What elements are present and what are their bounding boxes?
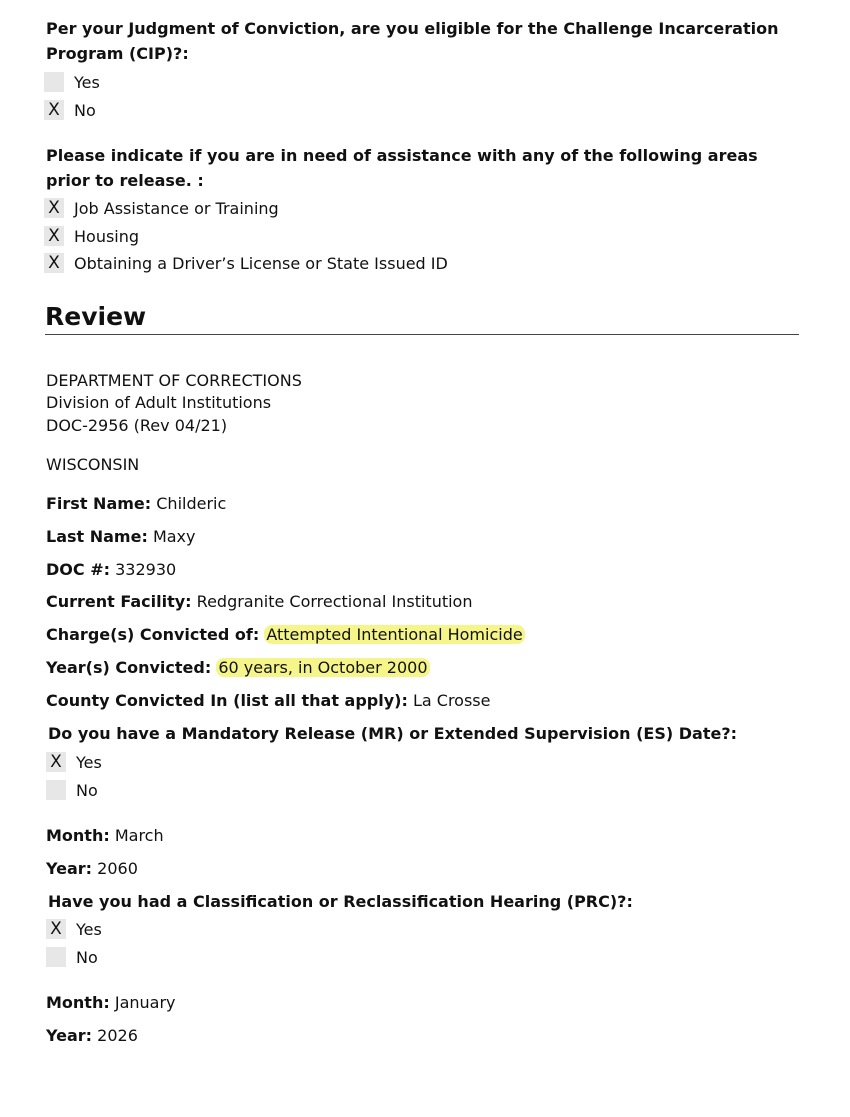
option-label: Yes <box>74 72 100 92</box>
mr-es-option-yes[interactable] <box>46 750 102 774</box>
mr-es-month-row <box>46 825 164 847</box>
last-name-value: Maxy <box>152 527 196 546</box>
year-label: Year: <box>46 1026 93 1045</box>
year-value: 2060 <box>97 859 138 878</box>
division-name: Division of Adult Institutions <box>46 393 272 412</box>
checkbox-icon[interactable]: X <box>44 226 64 246</box>
doc-number-label: DOC #: <box>46 560 110 579</box>
county-row <box>46 690 490 712</box>
years-value: 60 years, in October 2000 <box>218 658 428 677</box>
checkbox-icon[interactable]: X <box>46 919 66 939</box>
month-value: March <box>114 826 164 845</box>
checkbox-icon[interactable] <box>44 72 64 92</box>
last-name-label: Last Name: <box>46 527 148 546</box>
charges-row <box>46 624 525 646</box>
mr-es-option-no[interactable] <box>46 778 98 802</box>
section-divider <box>45 334 799 335</box>
assistance-option-housing[interactable] <box>44 224 139 248</box>
facility-row <box>46 591 472 613</box>
option-label: Housing <box>74 226 140 246</box>
charges-label: Charge(s) Convicted of: <box>46 625 260 644</box>
option-label: No <box>76 780 98 800</box>
option-label: No <box>74 100 96 120</box>
charges-value: Attempted Intentional Homicide <box>266 625 523 644</box>
assistance-option-id[interactable] <box>44 251 448 275</box>
month-value: January <box>114 993 176 1012</box>
mr-es-question: Do you have a Mandatory Release (MR) or Extended Supervision (ES) Date?: <box>48 724 738 743</box>
department-name: DEPARTMENT OF CORRECTIONS <box>46 371 302 390</box>
checkbox-icon[interactable]: X <box>44 198 64 218</box>
last-name-row <box>46 526 195 548</box>
first-name-label: First Name: <box>46 494 152 513</box>
checkbox-icon[interactable]: X <box>46 752 66 772</box>
checkbox-icon[interactable] <box>46 780 66 800</box>
assistance-question: Please indicate if you are in need of assistance with any of the following areas prior to release. : <box>46 146 758 190</box>
prc-question: Have you had a Classification or Reclassification Hearing (PRC)?: <box>48 892 633 911</box>
checkbox-icon[interactable]: X <box>44 100 64 120</box>
county-value: La Crosse <box>412 691 491 710</box>
doc-number-row <box>46 559 176 581</box>
month-label: Month: <box>46 993 110 1012</box>
review-heading: Review <box>45 302 147 331</box>
mr-es-year-row <box>46 858 138 880</box>
option-label: Job Assistance or Training <box>74 198 279 218</box>
prc-month-row <box>46 992 176 1014</box>
prc-year-row <box>46 1025 138 1047</box>
cip-option-no[interactable] <box>44 98 96 122</box>
checkbox-icon[interactable]: X <box>44 253 64 273</box>
option-label: No <box>76 947 98 967</box>
first-name-row <box>46 493 226 515</box>
assistance-option-job[interactable] <box>44 196 279 220</box>
cip-option-yes[interactable] <box>44 70 100 94</box>
years-row <box>46 657 430 679</box>
form-number: DOC-2956 (Rev 04/21) <box>46 416 228 435</box>
facility-value: Redgranite Correctional Institution <box>196 592 473 611</box>
facility-label: Current Facility: <box>46 592 192 611</box>
checkbox-icon[interactable] <box>46 947 66 967</box>
year-label: Year: <box>46 859 93 878</box>
option-label: Yes <box>76 752 102 772</box>
month-label: Month: <box>46 826 110 845</box>
option-label: Yes <box>76 919 102 939</box>
cip-question: Per your Judgment of Conviction, are you eligible for the Challenge Incarceration Program (CIP)?: <box>46 19 779 63</box>
county-label: County Convicted In (list all that apply): <box>46 691 408 710</box>
prc-option-no[interactable] <box>46 945 98 969</box>
years-label: Year(s) Convicted: <box>46 658 212 677</box>
state-name: WISCONSIN <box>46 455 140 474</box>
option-label: Obtaining a Driver’s License or State Issued ID <box>74 253 448 273</box>
year-value: 2026 <box>97 1026 138 1045</box>
doc-number-value: 332930 <box>115 560 177 579</box>
prc-option-yes[interactable] <box>46 917 102 941</box>
first-name-value: Childeric <box>156 494 227 513</box>
